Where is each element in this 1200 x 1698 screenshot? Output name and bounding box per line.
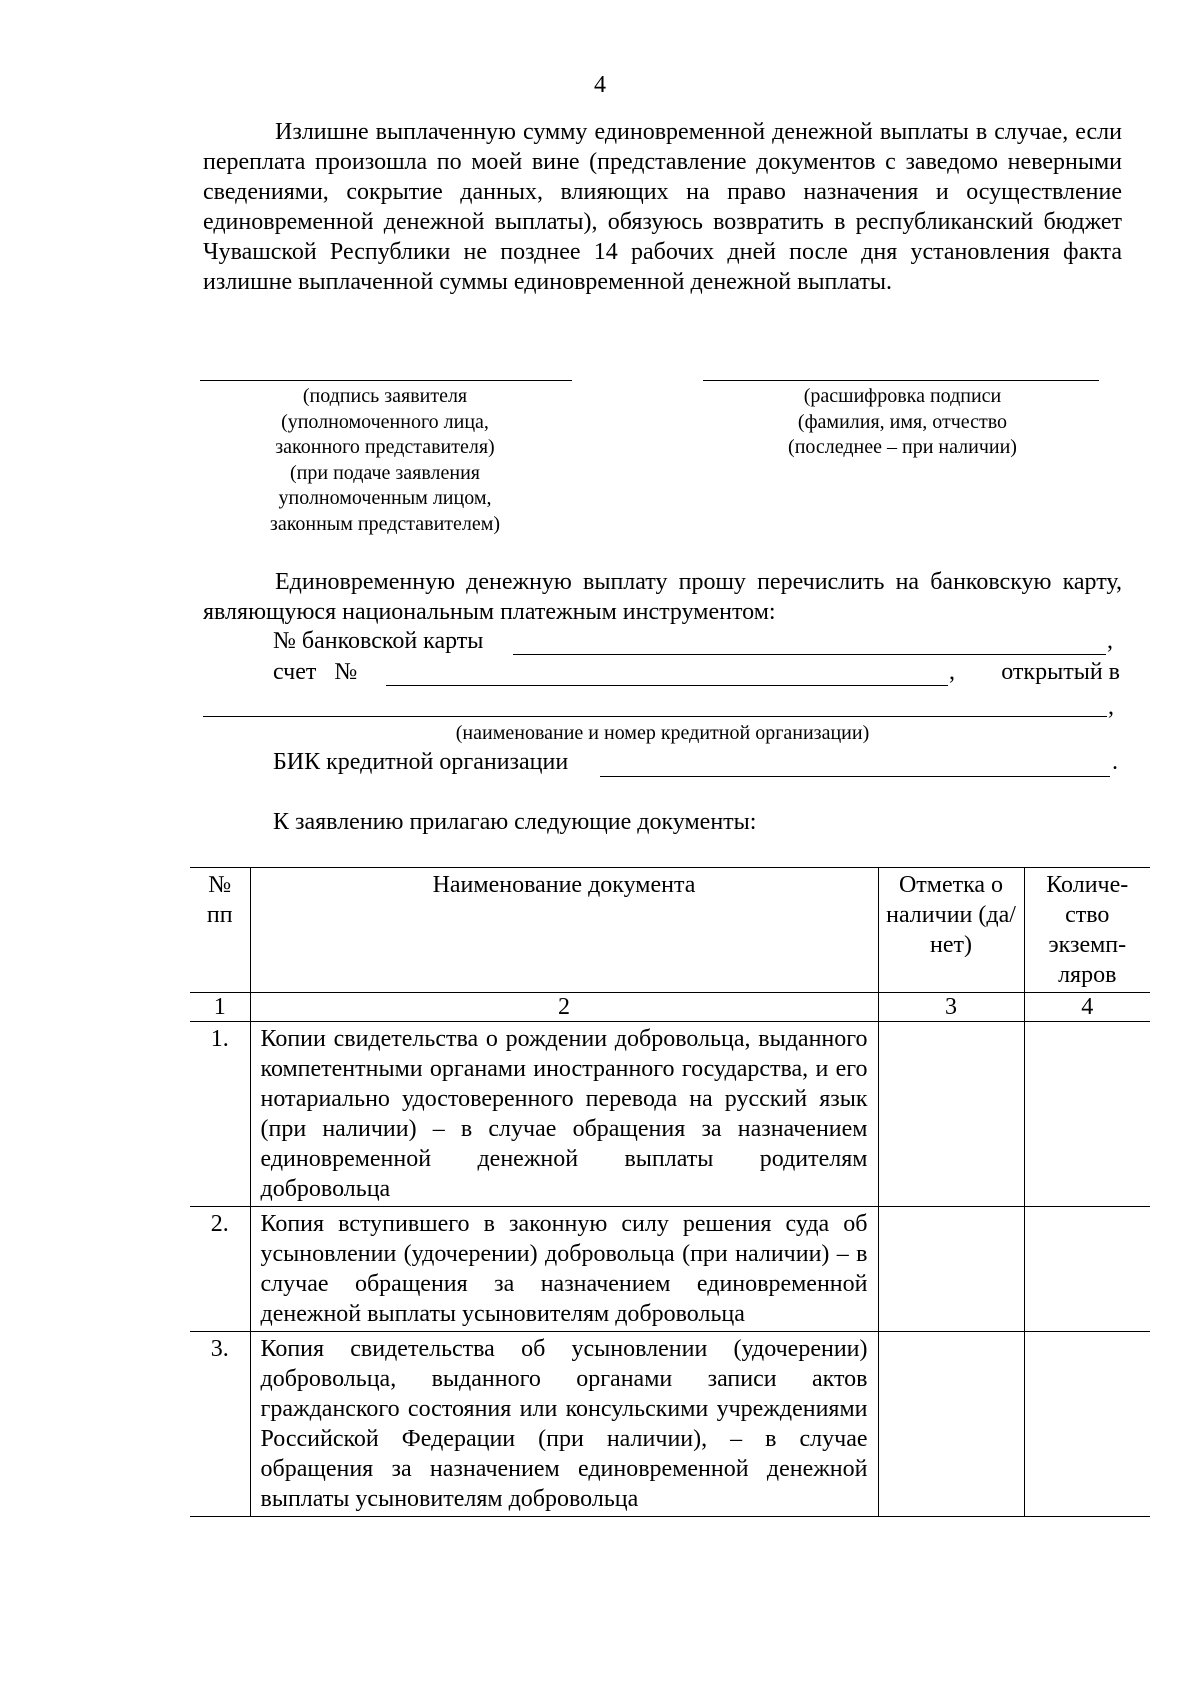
documents-table [190, 867, 1150, 1517]
header-copies-count: Количе-ство экземп-ляров [1024, 868, 1150, 993]
table-row [190, 1207, 1150, 1332]
column-numbers-row [190, 993, 1150, 1022]
table-header-row [190, 868, 1150, 993]
column-number: 2 [250, 993, 878, 1022]
period: . [1112, 749, 1118, 775]
row-number: 3. [190, 1332, 250, 1517]
column-number: 4 [1024, 993, 1150, 1022]
payment-request-paragraph: Единовременную денежную выплату прошу перечислить на банковскую карту, являющуюся национальным платежным инструментом: [203, 569, 1122, 625]
header-presence-mark: Отметка о наличии (да/нет) [878, 868, 1024, 993]
column-number: 3 [878, 993, 1024, 1022]
document-name: Копия вступившего в законную силу решения суда об усыновлении (удочерении) добровольца (при наличии) – в случае обращения за назначением единовременной денежной выплаты усыновителям добровольца [250, 1207, 878, 1332]
copies-count-cell[interactable] [1024, 1022, 1150, 1207]
bank-card-label: № банковской карты [273, 628, 484, 654]
copies-count-cell[interactable] [1024, 1332, 1150, 1517]
account-number-field[interactable] [386, 685, 948, 686]
account-opened-label: открытый в [1001, 659, 1120, 685]
presence-mark-cell[interactable] [878, 1022, 1024, 1207]
column-number: 1 [190, 993, 250, 1022]
bank-name-field[interactable] [203, 716, 1107, 717]
bank-name-caption: (наименование и номер кредитной организации) [455, 722, 870, 744]
comma: , [1108, 694, 1114, 720]
header-number: № пп [190, 868, 250, 993]
bik-field[interactable] [600, 776, 1110, 777]
attachments-intro: К заявлению прилагаю следующие документы: [273, 809, 757, 835]
document-name: Копия свидетельства об усыновлении (удочерении) добровольца, выданного органами записи актов гражданского состояния или консульскими учреждениями Российской Федерации (при наличии), – в случае обращения за назначением единовременной денежной выплаты усыновителям добровольца [250, 1332, 878, 1517]
comma: , [1107, 628, 1113, 654]
table-row [190, 1332, 1150, 1517]
signature-line [200, 380, 572, 381]
comma: , [949, 659, 955, 685]
presence-mark-cell[interactable] [878, 1207, 1024, 1332]
refund-obligation-paragraph: Излишне выплаченную сумму единовременной денежной выплаты в случае, если переплата произошла по моей вине (представление документов с заведомо неверными сведениями, сокрытие данных, влияющих на право назначения и осуществление единовременной денежной выплаты), обязуюсь возвратить в республиканский бюджет Чувашской Республики не позднее 14 рабочих дней после дня установления факта излишне выплаченной суммы единовременной денежной выплаты. [203, 119, 1122, 295]
page-number: 4 [594, 72, 606, 98]
signature-decoding-line [703, 380, 1099, 381]
signature-caption: (подпись заявителя (уполномоченного лица, законного представителя) (при подаче заявления уполномоченным лицом, законным представителем) [269, 385, 501, 535]
bank-card-number-field[interactable] [513, 654, 1106, 655]
presence-mark-cell[interactable] [878, 1332, 1024, 1517]
table-row [190, 1022, 1150, 1207]
account-label: счет № [273, 659, 358, 685]
row-number: 2. [190, 1207, 250, 1332]
copies-count-cell[interactable] [1024, 1207, 1150, 1332]
document-name: Копии свидетельства о рождении добровольца, выданного компетентными органами иностранного государства, и его нотариально удостоверенного перевода на русский язык (при наличии) – в случае обращения за назначением единовременной денежной выплаты родителям добровольца [250, 1022, 878, 1207]
header-document-name: Наименование документа [250, 868, 878, 993]
signature-decoding-caption: (расшифровка подписи (фамилия, имя, отчество (последнее – при наличии) [788, 385, 1017, 458]
row-number: 1. [190, 1022, 250, 1207]
bik-label: БИК кредитной организации [273, 749, 569, 775]
